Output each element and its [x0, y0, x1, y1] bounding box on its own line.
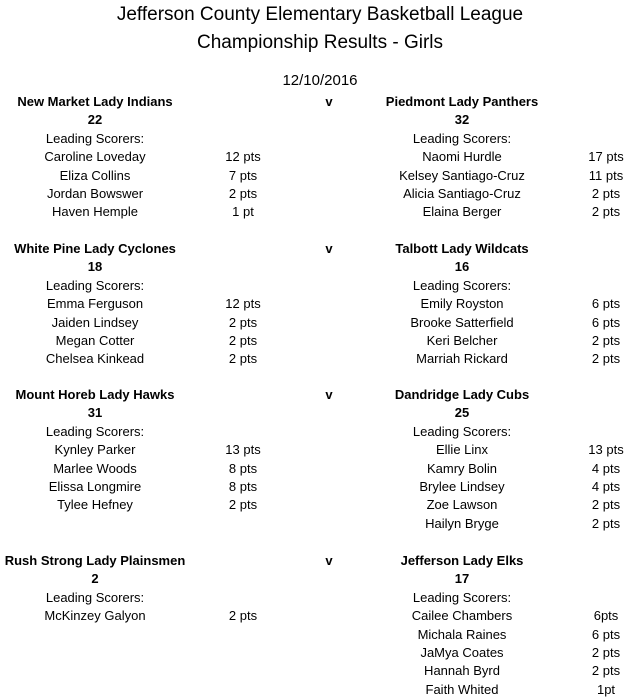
scorer-name: Brylee Lindsey [419, 479, 505, 494]
scorer-name: Caroline Loveday [44, 149, 146, 165]
away-team-name: Talbott Lady Wildcats [395, 241, 529, 256]
scorer-points: 6 pts [591, 296, 621, 312]
scorer-points: 17 pts [588, 149, 624, 165]
scorer-name: Kynley Parker [54, 442, 136, 458]
leading-scorers-label: Leading Scorers: [412, 130, 512, 146]
away-team-score: 32 [454, 112, 470, 128]
home-team-name: Mount Horeb Lady Hawks [15, 387, 175, 402]
away-team-score: 25 [454, 405, 470, 421]
scorer-name: Zoe Lawson [426, 497, 498, 513]
results-subtitle: Championship Results - Girls [196, 32, 444, 53]
scorer-name: JaMya Coates [420, 645, 504, 660]
scorer-points: 2 pts [591, 186, 621, 201]
scorer-points: 13 pts [225, 442, 261, 458]
scorer-name: Naomi Hurdle [422, 149, 502, 165]
scorer-name: Chelsea Kinkead [45, 351, 145, 367]
scorer-points: 1pt [596, 681, 616, 697]
scorer-points: 2 pts [228, 186, 258, 201]
away-team-name: Jefferson Lady Elks [400, 553, 524, 568]
away-team-score: 17 [454, 571, 470, 587]
scorer-points: 6 pts [591, 626, 621, 642]
scorer-name: Tylee Hefney [57, 497, 133, 513]
scorer-points: 8 pts [228, 460, 258, 476]
scorer-name: Eliza Collins [59, 167, 131, 183]
home-team-score: 2 [91, 571, 99, 587]
scorer-points: 2 pts [591, 333, 621, 348]
scorer-name: Keri Belcher [426, 333, 498, 348]
scorer-name: Ellie Linx [435, 442, 489, 458]
scorer-name: Cailee Chambers [411, 608, 513, 624]
scorer-name: Marriah Rickard [416, 351, 508, 367]
home-team-score: 31 [87, 405, 103, 421]
scorer-name: Kelsey Santiago-Cruz [399, 167, 525, 183]
versus-label: v [325, 387, 333, 402]
scorer-name: Marlee Woods [53, 460, 137, 476]
home-team-name: New Market Lady Indians [17, 94, 173, 109]
scorer-name: Brooke Satterfield [410, 314, 514, 330]
leading-scorers-label: Leading Scorers: [45, 277, 145, 293]
scorer-points: 8 pts [228, 479, 258, 494]
versus-label: v [325, 241, 333, 256]
scorer-points: 4 pts [591, 460, 621, 476]
versus-label: v [325, 553, 333, 568]
scorer-points: 13 pts [588, 442, 624, 458]
scorer-points: 6pts [593, 608, 619, 624]
scorer-name: Hailyn Bryge [425, 515, 499, 531]
away-team-score: 16 [454, 259, 470, 275]
versus-label: v [325, 94, 333, 109]
scorer-points: 2 pts [228, 608, 258, 624]
home-team-name: White Pine Lady Cyclones [14, 241, 176, 256]
scorer-points: 6 pts [591, 314, 621, 330]
scorer-points: 2 pts [591, 351, 621, 367]
scorer-points: 7 pts [228, 167, 258, 183]
home-team-score: 22 [87, 112, 103, 128]
scorer-name: Michala Raines [417, 626, 507, 642]
scorer-points: 1 pt [232, 204, 254, 220]
scorer-points: 2 pts [591, 515, 621, 531]
scorer-points: 2 pts [591, 645, 621, 660]
away-team-name: Dandridge Lady Cubs [394, 387, 530, 402]
scorer-points: 2 pts [591, 663, 621, 679]
leading-scorers-label: Leading Scorers: [45, 589, 145, 605]
home-team-score: 18 [87, 259, 103, 275]
scorer-points: 12 pts [225, 296, 261, 312]
scorer-name: Elaina Berger [422, 204, 502, 220]
scorer-name: Kamry Bolin [426, 460, 498, 476]
home-team-name: Rush Strong Lady Plainsmen [4, 553, 186, 568]
scorer-name: McKinzey Galyon [44, 608, 146, 624]
scorer-name: Jaiden Lindsey [51, 314, 139, 330]
leading-scorers-label: Leading Scorers: [412, 589, 512, 605]
scorer-name: Elissa Longmire [48, 479, 142, 494]
leading-scorers-label: Leading Scorers: [412, 423, 512, 439]
scorer-name: Alicia Santiago-Cruz [403, 186, 521, 201]
scorer-name: Faith Whited [425, 681, 499, 697]
leading-scorers-label: Leading Scorers: [412, 277, 512, 293]
scorer-points: 2 pts [228, 333, 258, 348]
scorer-name: Emma Ferguson [46, 296, 144, 312]
scorer-points: 2 pts [591, 497, 621, 513]
scorer-name: Hannah Byrd [424, 663, 500, 679]
scorer-points: 4 pts [591, 479, 621, 494]
scorer-name: Emily Royston [420, 296, 504, 312]
game-date: 12/10/2016 [282, 72, 358, 89]
scorer-points: 2 pts [228, 497, 258, 513]
scorer-points: 2 pts [591, 204, 621, 220]
leading-scorers-label: Leading Scorers: [45, 130, 145, 146]
away-team-name: Piedmont Lady Panthers [385, 94, 539, 109]
leading-scorers-label: Leading Scorers: [45, 423, 145, 439]
league-title: Jefferson County Elementary Basketball League [116, 4, 524, 25]
scorer-name: Haven Hemple [52, 204, 138, 220]
scorer-points: 2 pts [228, 351, 258, 367]
scorer-name: Megan Cotter [55, 333, 135, 348]
scorer-name: Jordan Bowswer [46, 186, 144, 201]
scorer-points: 11 pts [588, 167, 624, 183]
scorer-points: 12 pts [225, 149, 261, 165]
scorer-points: 2 pts [228, 314, 258, 330]
